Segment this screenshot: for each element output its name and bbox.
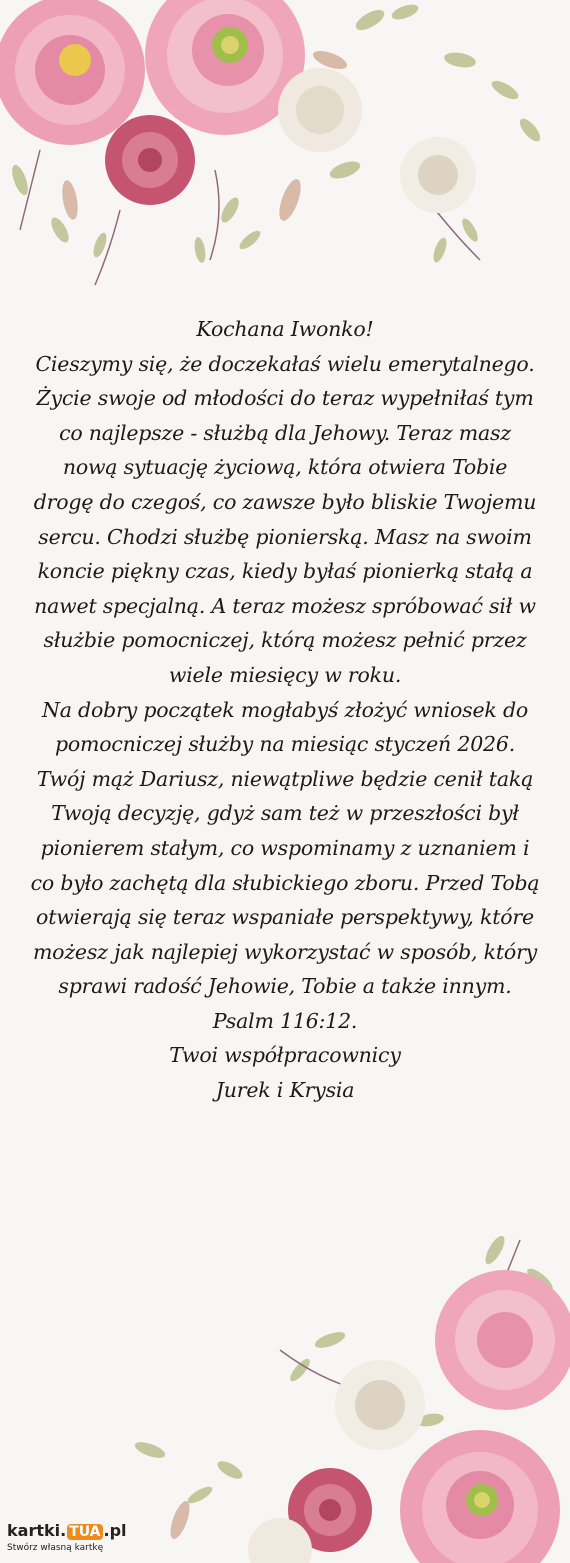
floral-decoration-top	[0, 0, 570, 300]
logo-tagline: Stwórz własną kartkę	[7, 1543, 104, 1553]
signature: Jurek i Krysia	[215, 1078, 355, 1103]
kartki-logo[interactable]	[0, 1516, 127, 1563]
floral-decoration-bottom	[0, 1220, 570, 1563]
greeting: Kochana Iwonko!	[196, 317, 374, 341]
logo-text: kartki. TUA .pl	[7, 1521, 127, 1540]
message-paragraph-2: Na dobry początek mogłabyś złożyć wniosek do pomocniczej służby na miesiąc styczeń 2026. Twój mąż Dariusz, niewątpliwe będzie cenił taką Twoją decyzję, gdyż sam też w przeszłości był pionierem stałym, co wspominamy z uznaniem i co było zachętą dla słubickiego zboru. Przed Tobą otwierają się teraz wspaniałe perspektywy, które możesz jak najlepiej wykorzystać w sposób, który sprawi radość Jehowie, Tobie a także innym. Psalm 116:12.	[30, 697, 540, 1033]
message-paragraph-1: Cieszymy się, że doczekałaś wielu emerytalnego. Życie swoje od młodości do teraz wypełniłaś tym co najlepsze - służbą dla Jehowy. Teraz masz nową sytuację życiową, która otwiera Tobie drogę do czegoś, co zawsze było bliskie Twojemu sercu. Chodzi służbę pionierską. Masz na swoim koncie piękny czas, kiedy byłaś pionierką stałą a nawet specjalną. A teraz możesz spróbować sił w służbie pomocniczej, którą możesz pełnić przez wiele miesięcy w roku.	[33, 351, 537, 687]
signoff: Twoi współpracownicy	[169, 1043, 401, 1068]
card-message	[30, 312, 540, 1108]
logo-badge: TUA	[69, 1524, 101, 1540]
